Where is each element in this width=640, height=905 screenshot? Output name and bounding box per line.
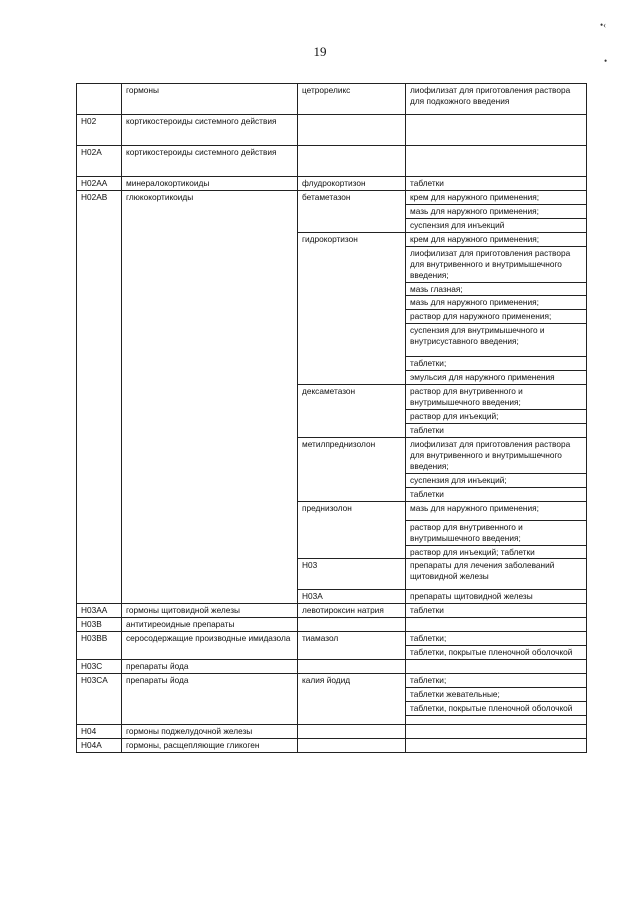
table-row	[77, 632, 587, 646]
substance-cell: флудрокортизон	[298, 177, 406, 191]
table-row	[77, 660, 587, 674]
substance-cell	[298, 146, 406, 177]
page-number: 19	[313, 44, 327, 59]
group-cell: кортикостероиды системного действия	[122, 146, 298, 177]
dosage-form-cell: мазь глазная;	[406, 282, 587, 296]
group-cell: препараты йода	[122, 674, 298, 725]
atc-code-cell: H02AA	[77, 177, 122, 191]
group-cell: гормоны	[122, 84, 298, 115]
dosage-form-cell: таблетки;	[406, 674, 587, 688]
dosage-form-cell	[406, 146, 587, 177]
dosage-form-cell	[406, 618, 587, 632]
dosage-form-cell	[406, 715, 587, 724]
group-cell: препараты щитовидной железы	[406, 590, 587, 604]
group-cell: серосодержащие производные имидазола	[122, 632, 298, 660]
substance-cell: гидрокортизон	[298, 232, 406, 384]
substance-cell: бетаметазон	[298, 190, 406, 232]
substance-cell	[298, 724, 406, 738]
dosage-form-cell: лиофилизат для приготовления раствора для подкожного введения	[406, 84, 587, 115]
substance-cell	[298, 115, 406, 146]
atc-code-cell: H03AA	[77, 604, 122, 618]
table-row	[77, 146, 587, 177]
atc-code-cell: H02	[77, 115, 122, 146]
group-cell: кортикостероиды системного действия	[122, 115, 298, 146]
group-cell: препараты йода	[122, 660, 298, 674]
table-row	[77, 674, 587, 688]
dosage-form-cell	[406, 724, 587, 738]
atc-code-cell: H03	[298, 559, 406, 590]
dosage-form-cell: суспензия для инъекций	[406, 218, 587, 232]
dosage-form-cell	[406, 738, 587, 752]
dosage-form-cell: крем для наружного применения;	[406, 232, 587, 246]
dosage-form-cell: раствор для внутривенного и внутримышечного введения;	[406, 520, 587, 545]
dosage-form-cell: раствор для наружного применения;	[406, 310, 587, 324]
atc-code-cell: H03CA	[77, 674, 122, 725]
group-cell: гормоны поджелудочной железы	[122, 724, 298, 738]
table-row	[77, 190, 587, 204]
dosage-form-cell: таблетки;	[406, 357, 587, 371]
dosage-form-cell	[406, 115, 587, 146]
dosage-form-cell: раствор для инъекций; таблетки	[406, 545, 587, 559]
dosage-form-cell: раствор для внутривенного и внутримышечного введения;	[406, 385, 587, 410]
scan-mark: •‹	[600, 20, 607, 30]
group-cell: гормоны щитовидной железы	[122, 604, 298, 618]
substance-cell: дексаметазон	[298, 385, 406, 438]
dosage-form-cell: суспензия для инъекций;	[406, 473, 587, 487]
group-cell: минералокортикоиды	[122, 177, 298, 191]
dosage-form-cell: таблетки	[406, 177, 587, 191]
substance-cell: левотироксин натрия	[298, 604, 406, 618]
atc-code-cell: H02AB	[77, 190, 122, 603]
table-row	[77, 724, 587, 738]
dosage-form-cell: таблетки, покрытые пленочной оболочкой	[406, 646, 587, 660]
scan-mark: •	[604, 56, 608, 66]
atc-code-cell	[77, 84, 122, 115]
dosage-form-cell: раствор для инъекций;	[406, 410, 587, 424]
group-cell: антитиреоидные препараты	[122, 618, 298, 632]
dosage-form-cell: таблетки, покрытые пленочной оболочкой	[406, 701, 587, 715]
substance-cell: калия йодид	[298, 674, 406, 725]
dosage-form-cell: лиофилизат для приготовления раствора для внутривенного и внутримышечного введения;	[406, 437, 587, 473]
substance-cell: преднизолон	[298, 501, 406, 559]
dosage-form-cell: таблетки	[406, 604, 587, 618]
dosage-form-cell: таблетки	[406, 424, 587, 438]
atc-code-cell: H02A	[77, 146, 122, 177]
table-row	[77, 604, 587, 618]
group-cell: препараты для лечения заболеваний щитовидной железы	[406, 559, 587, 590]
atc-code-cell: H03BB	[77, 632, 122, 660]
substance-cell: цетрореликс	[298, 84, 406, 115]
table-row	[77, 115, 587, 146]
atc-code-cell: H03B	[77, 618, 122, 632]
dosage-form-cell: таблетки;	[406, 632, 587, 646]
group-cell: гормоны, расщепляющие гликоген	[122, 738, 298, 752]
substance-cell: метилпреднизолон	[298, 437, 406, 501]
table-row	[77, 738, 587, 752]
substance-cell	[298, 738, 406, 752]
dosage-form-cell: суспензия для внутримышечного и внутрисуставного введения;	[406, 324, 587, 357]
atc-code-cell: H03C	[77, 660, 122, 674]
dosage-form-cell: таблетки жевательные;	[406, 688, 587, 702]
table-row	[77, 177, 587, 191]
dosage-form-cell: мазь для наружного применения;	[406, 501, 587, 520]
table-row	[77, 618, 587, 632]
dosage-form-cell: мазь для наружного применения;	[406, 204, 587, 218]
substance-cell	[298, 660, 406, 674]
atc-code-cell: H04	[77, 724, 122, 738]
dosage-form-cell: крем для наружного применения;	[406, 190, 587, 204]
dosage-form-cell: таблетки	[406, 487, 587, 501]
dosage-form-cell: эмульсия для наружного применения	[406, 371, 587, 385]
dosage-form-cell: мазь для наружного применения;	[406, 296, 587, 310]
drug-table	[76, 83, 587, 753]
substance-cell	[298, 618, 406, 632]
atc-code-cell: H04A	[77, 738, 122, 752]
dosage-form-cell	[406, 660, 587, 674]
substance-cell: тиамазол	[298, 632, 406, 660]
table-row	[77, 84, 587, 115]
group-cell: глюкокортикоиды	[122, 190, 298, 603]
atc-code-cell: H03A	[298, 590, 406, 604]
dosage-form-cell: лиофилизат для приготовления раствора для внутривенного и внутримышечного введения;	[406, 246, 587, 282]
